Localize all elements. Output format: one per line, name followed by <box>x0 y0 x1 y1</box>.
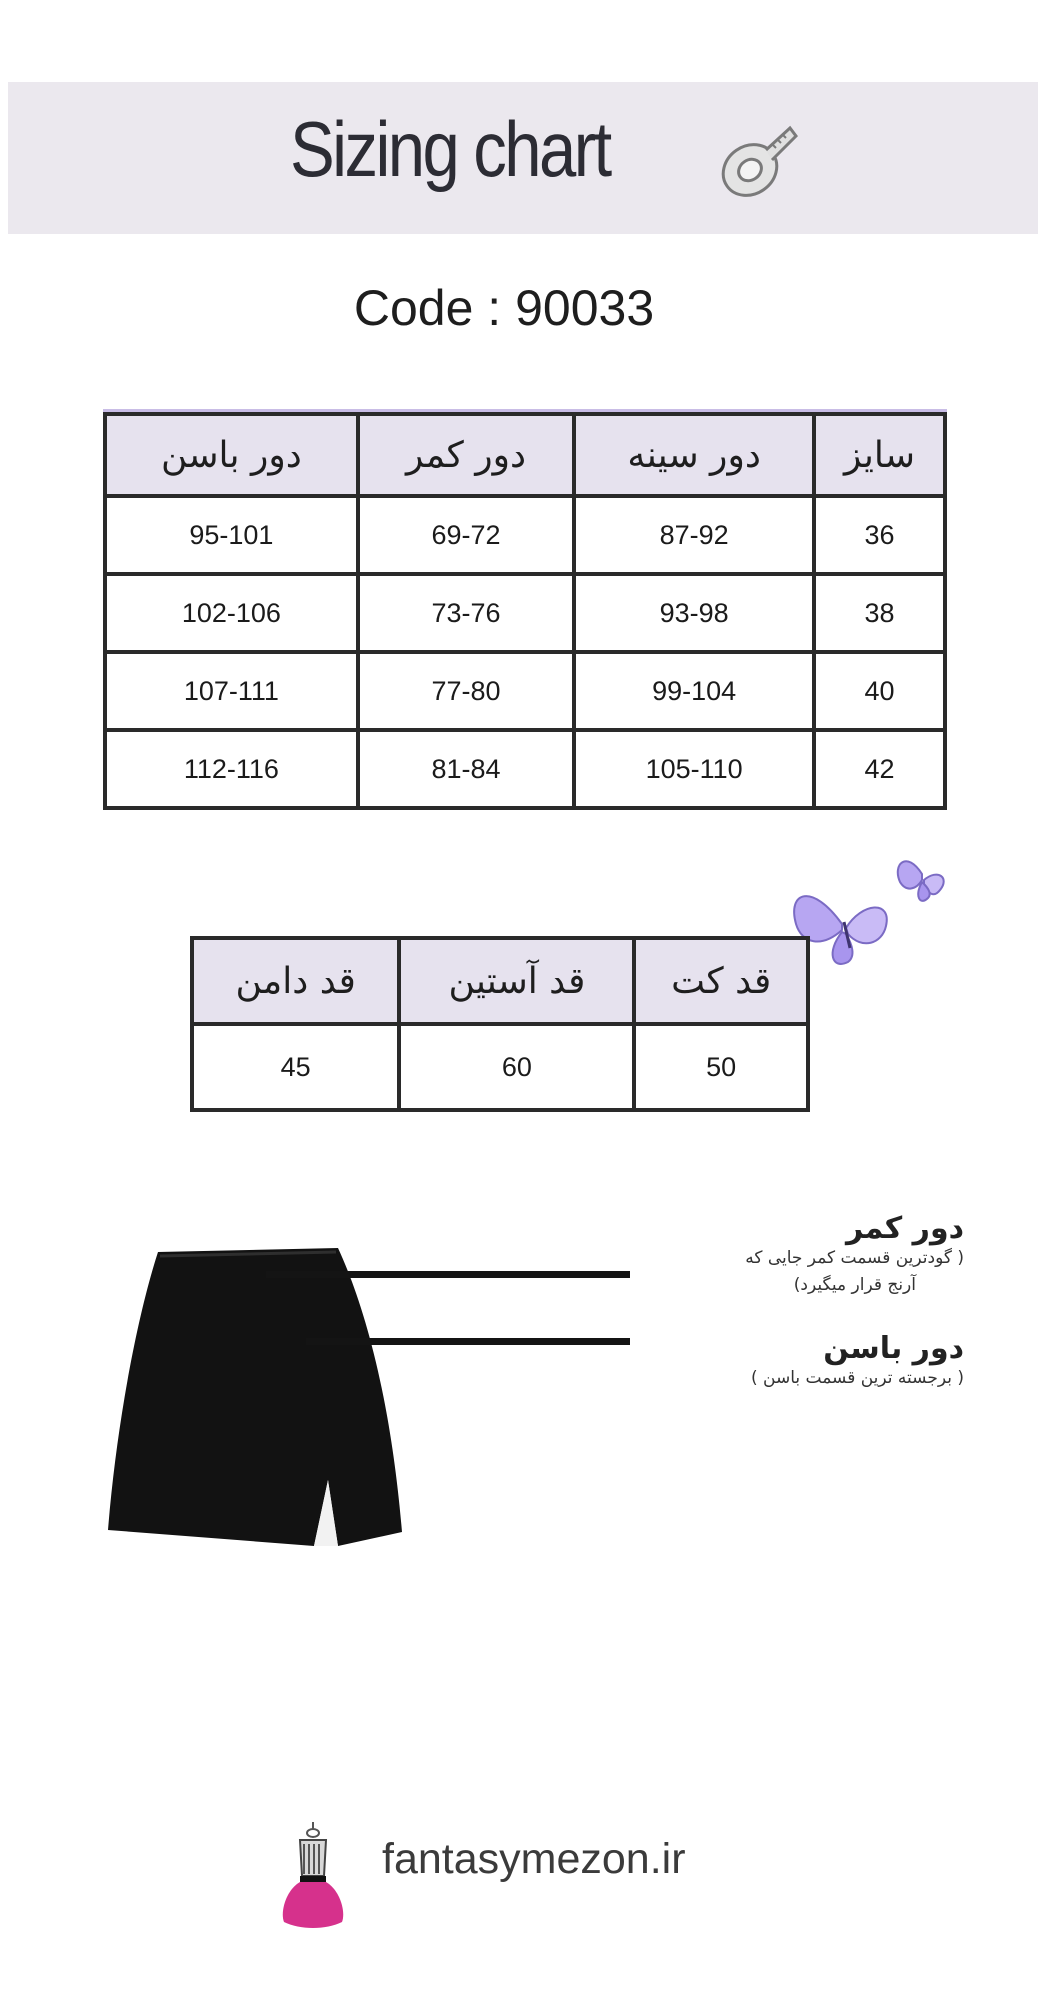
waist-cell: 81-84 <box>358 730 575 808</box>
length-table <box>190 936 810 1112</box>
waist-title: دور کمر <box>846 1211 964 1246</box>
jacket-length-cell: 50 <box>634 1024 808 1110</box>
size-table-header <box>105 414 945 496</box>
table-row <box>105 652 945 730</box>
hip-guide-line <box>306 1338 630 1345</box>
table-row <box>105 730 945 808</box>
hip-guide-label <box>751 1332 964 1392</box>
table-row <box>105 496 945 574</box>
hip-cell: 112-116 <box>105 730 358 808</box>
sleeve-length-cell: 60 <box>399 1024 634 1110</box>
header-hip: دور باسن <box>105 414 358 496</box>
size-cell: 42 <box>814 730 945 808</box>
waist-guide-line <box>266 1271 630 1278</box>
waist-cell: 69-72 <box>358 496 575 574</box>
hip-cell: 102-106 <box>105 574 358 652</box>
chest-cell: 99-104 <box>574 652 814 730</box>
measuring-tape-icon <box>706 120 798 210</box>
header-skirt-length: قد دامن <box>192 938 399 1024</box>
chest-cell: 87-92 <box>574 496 814 574</box>
size-cell: 38 <box>814 574 945 652</box>
table-row <box>192 1024 808 1110</box>
skirt-length-cell: 45 <box>192 1024 399 1110</box>
header-size: سایز <box>814 414 945 496</box>
hip-cell: 95-101 <box>105 496 358 574</box>
dress-logo-icon <box>280 1820 346 1930</box>
product-code <box>0 280 1008 336</box>
waist-guide-label <box>745 1212 964 1299</box>
hip-cell: 107-111 <box>105 652 358 730</box>
hip-note: ( برجسته ترین قسمت باسن ) <box>750 1368 964 1388</box>
page-title: Sizing chart <box>290 105 610 193</box>
size-table <box>103 412 947 810</box>
header-waist: دور کمر <box>358 414 575 496</box>
waist-cell: 73-76 <box>358 574 575 652</box>
waist-note-line2: آرنج قرار میگیرد) <box>793 1275 916 1296</box>
table-row <box>105 574 945 652</box>
chest-cell: 93-98 <box>574 574 814 652</box>
header-chest: دور سینه <box>574 414 814 496</box>
code-value: 90033 <box>515 280 655 336</box>
waist-cell: 77-80 <box>358 652 575 730</box>
brand-site: fantasymezon.ir <box>382 1835 686 1883</box>
chest-cell: 105-110 <box>574 730 814 808</box>
header-jacket-length: قد کت <box>634 938 808 1024</box>
size-cell: 36 <box>814 496 945 574</box>
skirt-image <box>100 1240 420 1560</box>
header-sleeve-length: قد آستین <box>399 938 634 1024</box>
size-cell: 40 <box>814 652 945 730</box>
waist-note-line1: ( گودترین قسمت کمر جایی که <box>745 1248 964 1268</box>
hip-title: دور باسن <box>823 1331 964 1366</box>
code-label: Code : <box>353 280 502 336</box>
length-table-header <box>192 938 808 1024</box>
